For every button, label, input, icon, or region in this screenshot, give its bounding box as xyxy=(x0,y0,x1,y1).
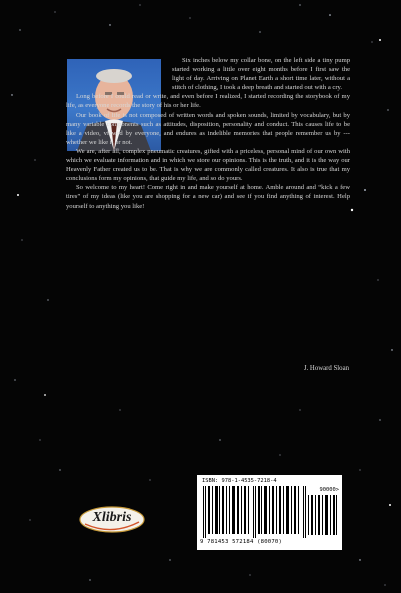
isbn-barcode xyxy=(197,475,342,550)
back-cover-text xyxy=(66,56,350,211)
paragraph-intro: Six inches below my collar bone, on the left side a tiny pump started working a little over eight months before I first saw the light of day. Arriving on Planet Earth a short time later, without a stitch of clothing, I took a deep breath and started out with a cry. xyxy=(172,57,350,92)
paragraph-creatures: We are, after all, complex pneumatic creatures, gifted with a priceless, personal mind of our own with which we evaluate information and in which we store our opinions. This is the truth, and it is the way our Heavenly Father created us to be. That is why we are commonly called creatures. It also is true that my conclusions form my opinions, that guide my life, and so do yours. xyxy=(66,147,350,183)
price-code: 90000> xyxy=(319,487,339,493)
publisher-logo-text: Xlibris xyxy=(92,510,132,525)
paragraph-welcome: So welcome to my heart! Come right in and make yourself at home. Amble around and “kick a few tires” of my ideas (like you are shopping for a new car) and see if you find anything of interest. Help yourself to anything you like! xyxy=(66,184,350,210)
isbn-label: ISBN: 978-1-4535-7218-4 xyxy=(202,478,277,484)
addon-barcode-bars xyxy=(308,495,338,535)
paragraph-book-of-life: Our book of life is not composed of written words and spoken sounds, limited by vocabulary, but by many variable components such as attitudes, disposition, personality and conduct. This causes life to be like a video, viewed by everyone, and endures as indelible memories that people remember us by ---whether we like it or not. xyxy=(66,111,350,146)
barcode-bars xyxy=(203,486,307,538)
paragraph-storybook: Long before I could read or write, and even before I realized, I started recording the storybook of my life, as everyone records the story of his or her life. xyxy=(66,93,350,110)
publisher-logo xyxy=(79,506,145,533)
author-signature: J. Howard Sloan xyxy=(303,365,349,372)
barcode-digits: 9 781453 572184 (80070) xyxy=(200,539,283,545)
